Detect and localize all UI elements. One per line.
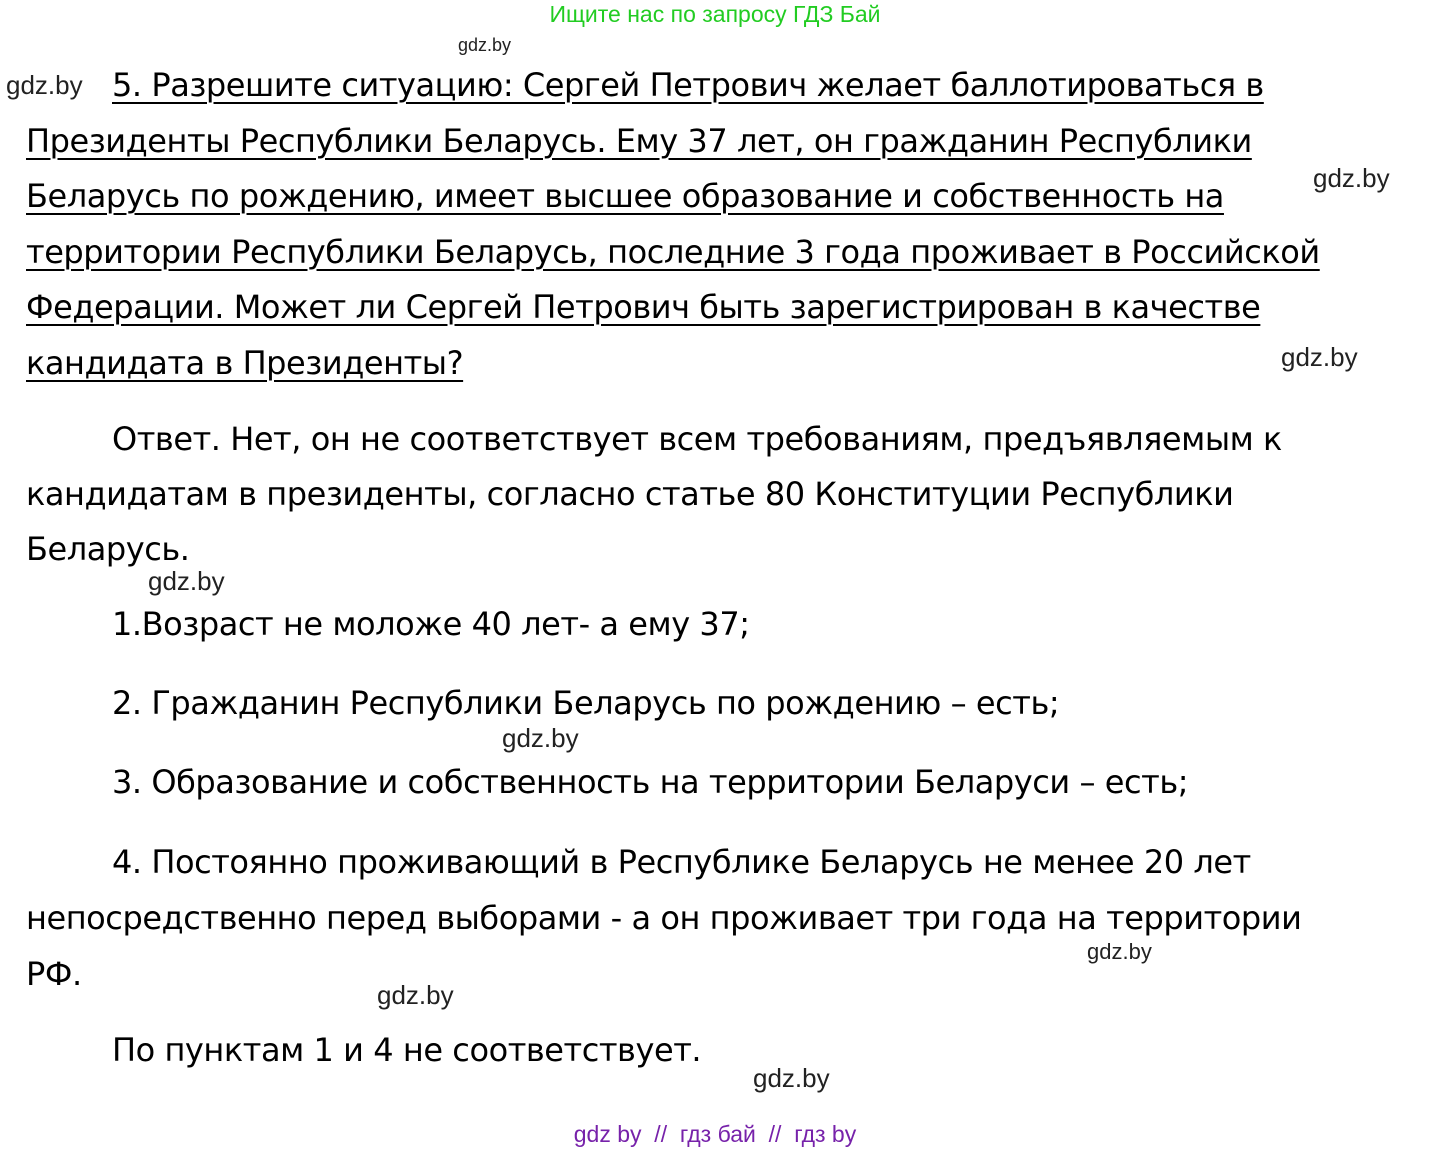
list-item-line: 4. Постоянно проживающий в Республике Беларусь не менее 20 лет xyxy=(112,843,1251,881)
watermark: gdz.by xyxy=(1281,342,1358,372)
question-line: Президенты Республики Беларусь. Ему 37 лет, он гражданин Республики xyxy=(26,121,1252,160)
list-item: 3. Образование и собственность на территории Беларуси – есть; xyxy=(112,763,1189,801)
answer-text xyxy=(26,412,1421,577)
question-line: Федерации. Может ли Сергей Петрович быть зарегистрирован в качестве xyxy=(26,288,1261,326)
list-item: 1.Возраст не моложе 40 лет- а ему 37; xyxy=(112,605,750,643)
question-line: 5. Разрешите ситуацию: Сергей Петрович желает баллотироваться в xyxy=(112,66,1264,104)
list-item-4 xyxy=(26,834,1301,1002)
watermark: gdz.by xyxy=(1087,939,1152,964)
list-item-line: РФ. xyxy=(26,955,82,993)
conclusion-text: По пунктам 1 и 4 не соответствует. xyxy=(112,1031,702,1069)
watermark: gdz.by xyxy=(753,1063,830,1093)
question-line: территории Республики Беларусь, последние 3 года проживает в Российской xyxy=(26,232,1320,271)
watermark: gdz.by xyxy=(502,723,579,753)
question-text xyxy=(26,58,1421,391)
answer-line: Ответ. Нет, он не соответствует всем требованиям, предъявляемым к xyxy=(112,420,1282,458)
list-item-line: непосредственно перед выборами - а он проживает три года на территории xyxy=(26,899,1302,937)
watermark: gdz.by xyxy=(6,70,83,100)
watermark: gdz.by xyxy=(148,566,225,596)
question-line: Беларусь по рождению, имеет высшее образование и собственность на xyxy=(26,177,1224,215)
watermark: gdz.by xyxy=(1313,163,1390,193)
list-item: 2. Гражданин Республики Беларусь по рождению – есть; xyxy=(112,684,1060,722)
watermark: gdz.by xyxy=(458,35,512,55)
watermark: gdz.by xyxy=(377,980,454,1010)
top-banner: Ищите нас по запросу ГДЗ Бай xyxy=(549,1,881,27)
answer-line: Беларусь. xyxy=(26,530,190,568)
answer-line: кандидатам в президенты, согласно статье 80 Конституции Республики xyxy=(26,475,1234,513)
footer-links: gdz by // гдз бай // гдз by xyxy=(573,1121,857,1147)
question-line: кандидата в Президенты? xyxy=(26,343,464,382)
